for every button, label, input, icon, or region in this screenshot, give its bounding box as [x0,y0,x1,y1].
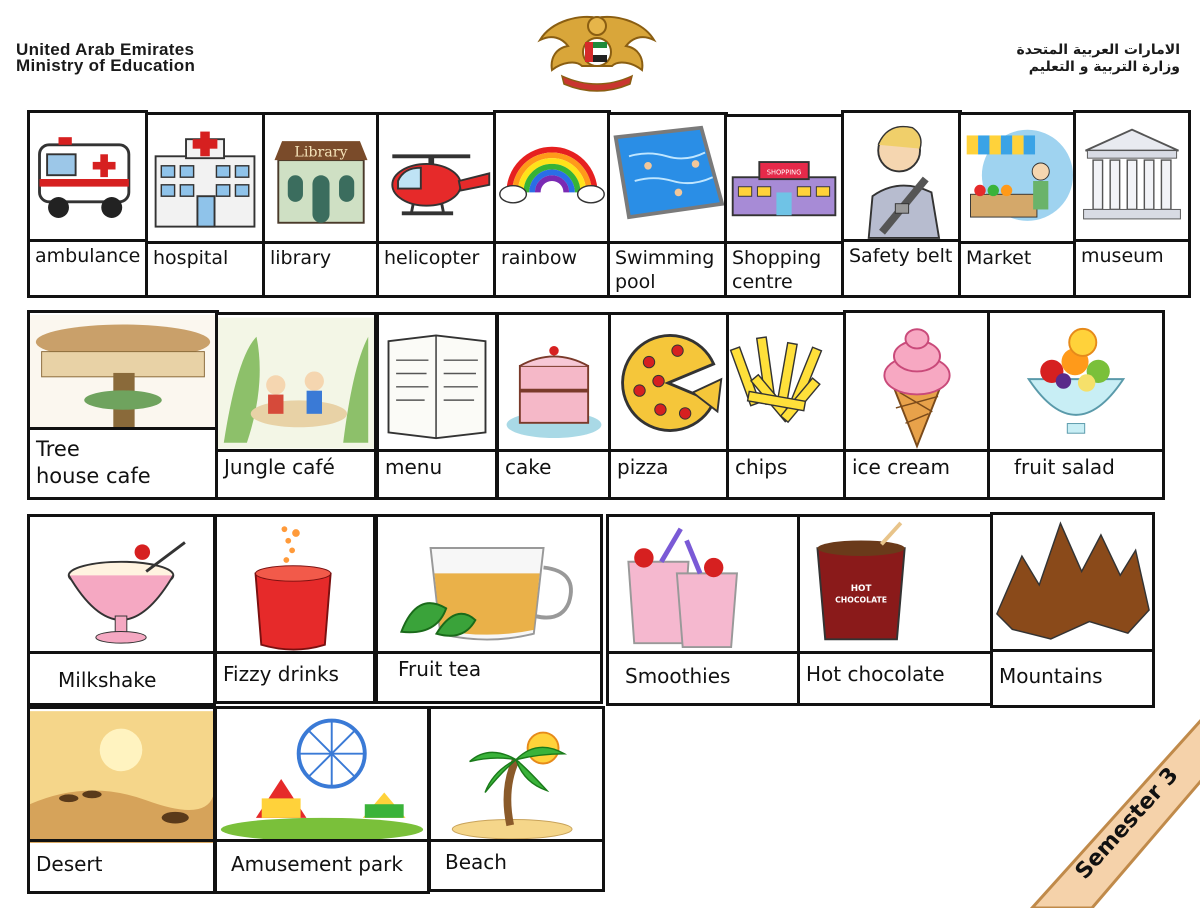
pizza-image [611,315,726,451]
card-label: Mountains [993,649,1152,705]
card-shopping-centre [724,114,845,298]
card-label: Beach [431,839,602,889]
ministry-name-arabic: وزارة التربية و التعليم [1028,59,1180,75]
cake-image [499,315,609,451]
card-amusement-park [214,706,430,894]
amusement-park-image [217,709,427,845]
card-label: rainbow [496,241,608,295]
card-label: Amusement park [217,839,427,891]
card-hot-chocolate [797,514,993,706]
card-label: Market [961,241,1073,295]
semester-ribbon [992,648,1200,908]
card-jungle-cafe [215,312,377,500]
card-desert [27,706,216,894]
card-label: chips [729,449,844,497]
country-name-arabic: الامارات العربية المتحدة [1016,42,1180,58]
card-museum [1073,110,1191,298]
card-label: cake [499,449,609,497]
swimming-pool-image [610,115,725,247]
card-helicopter [376,112,497,298]
svg-text:HOT: HOT [850,583,872,594]
fruit-tea-image [378,517,600,655]
card-label: museum [1076,239,1188,295]
header-right [1016,42,1180,76]
card-label: ambulance [30,239,145,295]
card-label: Milkshake [30,651,213,703]
card-fizzy-drinks [214,514,376,704]
card-ambulance [27,110,148,298]
card-safety-belt [841,110,962,298]
smoothies-image [609,517,799,655]
jungle-cafe-image [218,315,374,451]
menu-image [379,315,495,451]
card-label: fruit salad [990,449,1162,497]
mountains-image [993,515,1152,653]
card-pizza [608,312,729,500]
card-library [262,112,380,298]
card-fruit-tea [375,514,603,704]
shopping-centre-image [727,117,842,247]
safety-belt-image [844,113,959,245]
card-label: Desert [30,839,213,891]
card-label: Fizzy drinks [217,651,373,701]
desert-image [30,709,213,845]
svg-text:CHOCOLATE: CHOCOLATE [835,595,888,605]
card-label: ice cream [846,449,988,497]
ambulance-image [30,113,145,245]
card-label: pizza [611,449,726,497]
hot-chocolate-image [800,517,990,655]
card-label: menu [379,449,495,497]
card-label: hospital [148,241,263,295]
card-chips [726,312,847,500]
card-label: Smoothies [609,651,799,703]
fizzy-drinks-image [217,517,373,655]
card-label: Hot chocolate [800,651,990,703]
card-swimming-pool [607,112,728,298]
chips-image [729,315,844,451]
card-market [958,112,1076,298]
card-tree-house-cafe [27,310,219,500]
beach-image [431,709,602,845]
card-label: Shopping centre [727,241,842,295]
hospital-image [148,115,263,247]
rainbow-image [496,113,608,247]
card-label: Tree house cafe [30,427,216,497]
museum-image [1076,113,1188,247]
card-menu [376,312,498,500]
card-rainbow [493,110,611,298]
helicopter-image [379,115,494,247]
country-name: United Arab Emirates [16,40,195,59]
semester-label: Semester 3 [1070,762,1184,885]
card-label: Swimming pool [610,241,725,295]
card-milkshake [27,514,216,706]
ice-cream-image [846,313,988,451]
card-smoothies [606,514,802,706]
svg-text:SHOPPING: SHOPPING [766,168,802,177]
card-label: Jungle café [218,449,374,497]
card-beach [428,706,605,892]
header-left [16,42,195,74]
tree-house-cafe-image [30,313,216,429]
card-label: Fruit tea [378,651,600,701]
card-hospital [145,112,266,298]
card-label: library [265,241,377,295]
svg-text:Library: Library [294,144,348,161]
card-fruit-salad [987,310,1165,500]
card-label: Safety belt [844,239,959,295]
card-label: helicopter [379,241,494,295]
card-cake [496,312,612,500]
uae-emblem-logo [532,10,662,96]
ministry-name: Ministry of Education [16,56,196,75]
card-ice-cream [843,310,991,500]
market-image [961,115,1073,247]
milkshake-image [30,517,213,655]
library-image [265,115,377,247]
fruit-salad-image [990,313,1162,451]
